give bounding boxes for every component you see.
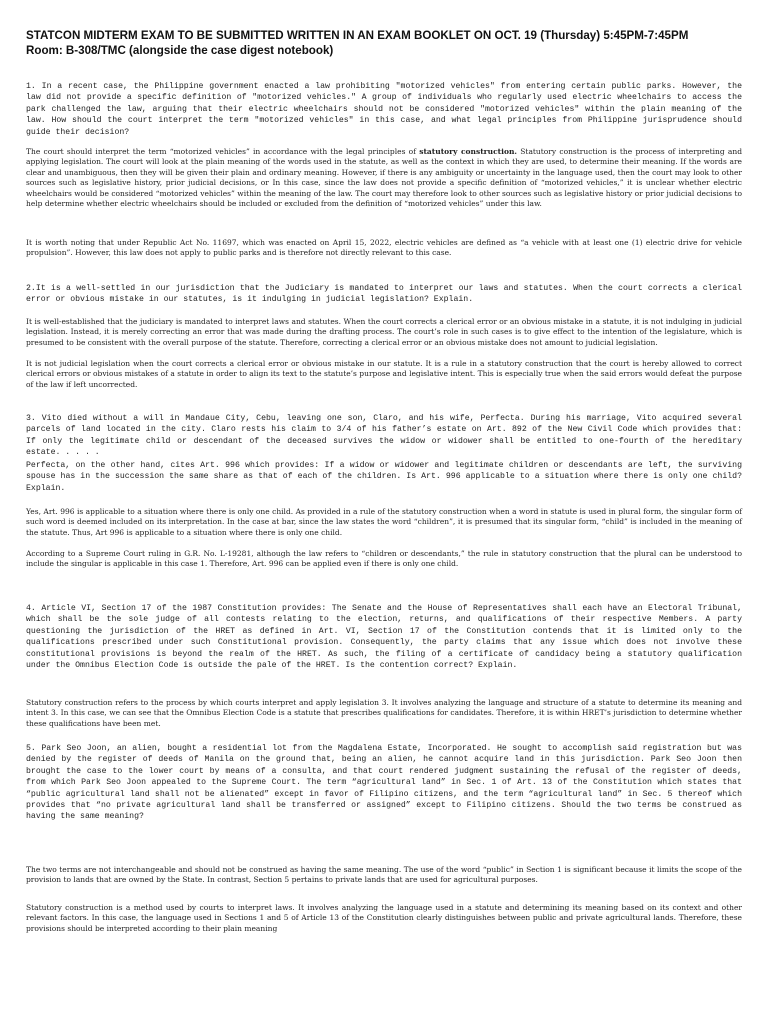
question-5: 5. Park Seo Joon, an alien, bought a residential lot from the Magdalena Estate, Incorporated. He sought to accomplish said registration but was denied by the register of deeds of Manila on the ground that, being an alien, he cannot acquire land in this jurisdiction. Park Seo Joon then brought the case to the lower court by means of a consulta, and that court rendered judgment sustaining the refusal of the register of deeds, from which Park Seo Joon appealed to the Supreme Court. The term “agricultural land” in Sec. 1 of Art. 13 of the Constitution which states that “public agricultural land shall not be alienated” except in favor of Filipino citizens, and the term “agricultural land” in Sec. 5 thereof which provides that “no private agricultural land shall be transferred or assigned” except to Filipino citizens. Should the two terms be construed as having the same meaning? [26, 744, 742, 822]
question-1: 1. In a recent case, the Philippine government enacted a law prohibiting "motorized vehicles" from entering certain public parks. However, the law did not provide a specific definition of "motorized vehicles." A group of individuals who regularly used electric wheelchairs to access the park challenged the law, arguing that their electric wheelchairs should not be considered "motorized vehicles" within the plain meaning of the law. How should the court interpret the term "motorized vehicles" in this case, and what legal principles from Philippine jurisprudence should guide their decision? [26, 82, 742, 137]
answer-2-paragraph-1: It is well-established that the judiciary is mandated to interpret laws and statutes. When the court corrects a clerical error or an obvious mistake in a statute, it is not indulging in judicial legislation. Instead, it is merely correcting an error that was made during the drafting process. The court’s role in such cases is to give effect to the intention of the legislature, which is presumed to be consistent with the overall purpose of the statute. Therefore, correcting a clerical error or an obvious mistake does not amount to judicial legislation. [26, 317, 742, 347]
question-3-part-2: Perfecta, on the other hand, cites Art. 996 which provides: If a widow or widower and legitimate children or descendants are left, the surviving spouse has in the succession the same share as that of each of the children. Is Art. 996 applicable to a situation where there is only one child? Explain. [26, 461, 742, 493]
answer-1-text-start: The court should interpret the term “motorized vehicles” in accordance with the legal principles of [26, 147, 420, 156]
answer-3-paragraph-1: Yes, Art. 996 is applicable to a situation where there is only one child. As provided in a rule of the statutory construction when a word in statute is used in plural form, the singular form of such word is deemed included on its interpretation. In the case at bar, since the law states the word “children”, it is presumed that its singular form, “child” is included in the meaning of the statute. Thus, Art 996 is applicable to a situation where there is only one child. [26, 507, 742, 537]
question-3-part-1: 3. Vito died without a will in Mandaue City, Cebu, leaving one son, Claro, and his wife, Perfecta. During his marriage, Vito acquired several parcels of land located in the city. Claro rests his claim to 3/4 of his father’s estate on Art. 892 of the New Civil Code which provides that: If only the legitimate child or descendant of the deceased survives the widow or widower shall be entitled to one-fourth of the hereditary estate. . . . . [26, 414, 742, 458]
question-4: 4. Article VI, Section 17 of the 1987 Constitution provides: The Senate and the House of Representatives shall each have an Electoral Tribunal, which shall be the sole judge of all contests relating to the election, returns, and qualifications of their respective Members. A party questioning the jurisdiction of the HRET as defined in Art. VI, Section 17 of the Constitution contends that it is limited only to the qualifications prescribed under such Constitutional provision. Consequently, the party claims that any issue which does not involve these constitutional provisions is beyond the realm of the HRET. As such, the filing of a certificate of candidacy being a statutory qualification under the Omnibus Election Code is outside the pale of the HRET. Is the contention correct? Explain. [26, 604, 742, 671]
answer-5-paragraph-2: Statutory construction is a method used by courts to interpret laws. It involves analyzing the language used in a statute and determining its meaning based on its context and other relevant factors. In this case, the language used in Sections 1 and 5 of Article 13 of the Constitution clearly distinguishes between public and private agricultural lands. Therefore, these provisions should be interpreted according to their plain meaning [26, 903, 742, 933]
exam-header [26, 28, 746, 58]
answer-1-text-rest: Statutory construction is the process of interpreting and applying legislation. The court will look at the plain meaning of the words used in the statute, as well as the context in which they are used, to determine their meaning. If the words are clear and unambiguous, then they will be given their plain and ordinary meaning. However, if there is any ambiguity or uncertainty in the language used, then the court may look to other sources such as legislative history, prior judicial decisions, or In this case, since the law does not provide a specific definition of “motorized vehicles,” it is unclear whether electric wheelchairs would be considered “motorized vehicles” within the meaning of the law. The court may therefore look to other sources such as legislative history or prior judicial decisions to help determine whether electric wheelchairs should be included or excluded from the definition of “motorized vehicles” under this law. [26, 147, 742, 209]
answer-1-paragraph-1 [26, 147, 742, 209]
answer-1-key-term: statutory construction. [419, 147, 518, 156]
answer-3-paragraph-2: According to a Supreme Court ruling in G.R. No. L-19281, although the law refers to “children or descendants,” the rule in statutory construction that the plural can be understood to include the singular is applicable in this case 1. Therefore, Art. 996 can be applied even if there is only one child. [26, 549, 742, 569]
answer-5-paragraph-1: The two terms are not interchangeable and should not be construed as having the same meaning. The use of the word “public” in Section 1 is significant because it limits the scope of the provision to lands that are owned by the State. In contrast, Section 5 pertains to private lands that are used for agricultural purposes. [26, 865, 742, 885]
answer-2-paragraph-2: It is not judicial legislation when the court corrects a clerical error or obvious mistake in our statute. It is a rule in a statutory construction that the court is hereby allowed to correct clerical errors or obvious mistakes of a statute in order to align its text to the statute’s purpose and legislative intent. This is especially true when the said errors would defeat the purpose of the law if left uncorrected. [26, 359, 742, 389]
answer-4: Statutory construction refers to the process by which courts interpret and apply legislation 3. It involves analyzing the language and structure of a statute to determine its meaning and intent 3. In this case, we can see that the Omnibus Election Code is a statute that prescribes qualifications for candidates. Therefore, it is within HRET’s jurisdiction to determine whether these qualifications have been met. [26, 698, 742, 728]
question-2: 2.It is a well-settled in our jurisdiction that the Judiciary is mandated to interpret our laws and statutes. When the court corrects a clerical error or obvious mistake in our statutes, is it indulging in judicial legislation? Explain. [26, 284, 742, 305]
header-line-2: Room: B-308/TMC (alongside the case digest notebook) [26, 44, 334, 57]
answer-1-paragraph-2: It is worth noting that under Republic Act No. 11697, which was enacted on April 15, 2022, electric vehicles are defined as “a vehicle with at least one (1) electric drive for vehicle propulsion”. However, this law does not apply to public parks and is therefore not directly relevant to this case. [26, 238, 742, 258]
header-line-1: STATCON MIDTERM EXAM TO BE SUBMITTED WRITTEN IN AN EXAM BOOKLET ON OCT. 19 (Thursday) 5:45PM-7:45PM [26, 29, 689, 42]
